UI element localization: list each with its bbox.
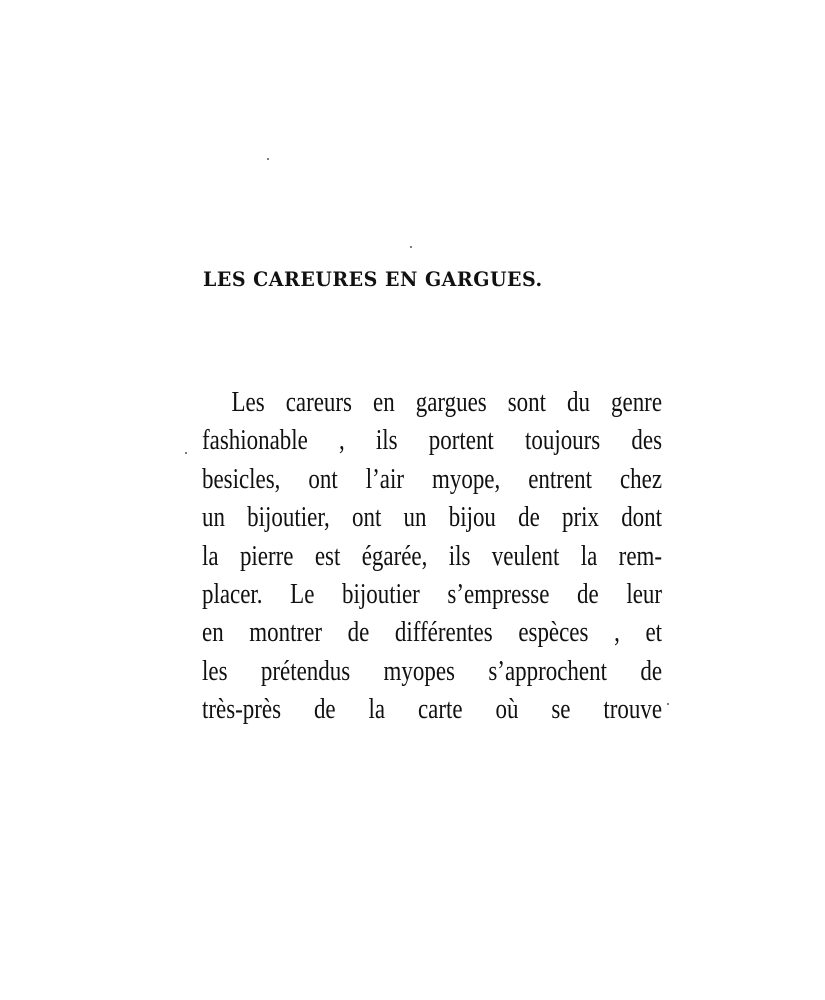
text-line: Les careurs en gargues sont du genre [231, 387, 663, 418]
print-speck [185, 452, 187, 454]
text-line: un bijoutier, ont un bijou de prix dont [202, 502, 663, 534]
print-speck [267, 158, 269, 160]
text-line: besicles, ont l’air myope, entrent chez [202, 463, 663, 495]
text-line: la pierre est égarée, ils veulent la rem- [202, 540, 663, 572]
print-speck [667, 703, 669, 705]
body-paragraph [202, 384, 662, 730]
text-line: placer. Le bijoutier s’empresse de leur [202, 578, 663, 610]
text-line: les prétendus myopes s’approchent de [202, 655, 663, 687]
text-line: fashionable , ils portent toujours des [202, 425, 663, 457]
text-line: en montrer de différentes espèces , et [202, 617, 663, 649]
print-speck [410, 246, 412, 248]
chapter-heading: LES CAREURES EN GARGUES. [203, 268, 543, 292]
text-line: très-près de la carte où se trouve [202, 694, 663, 726]
